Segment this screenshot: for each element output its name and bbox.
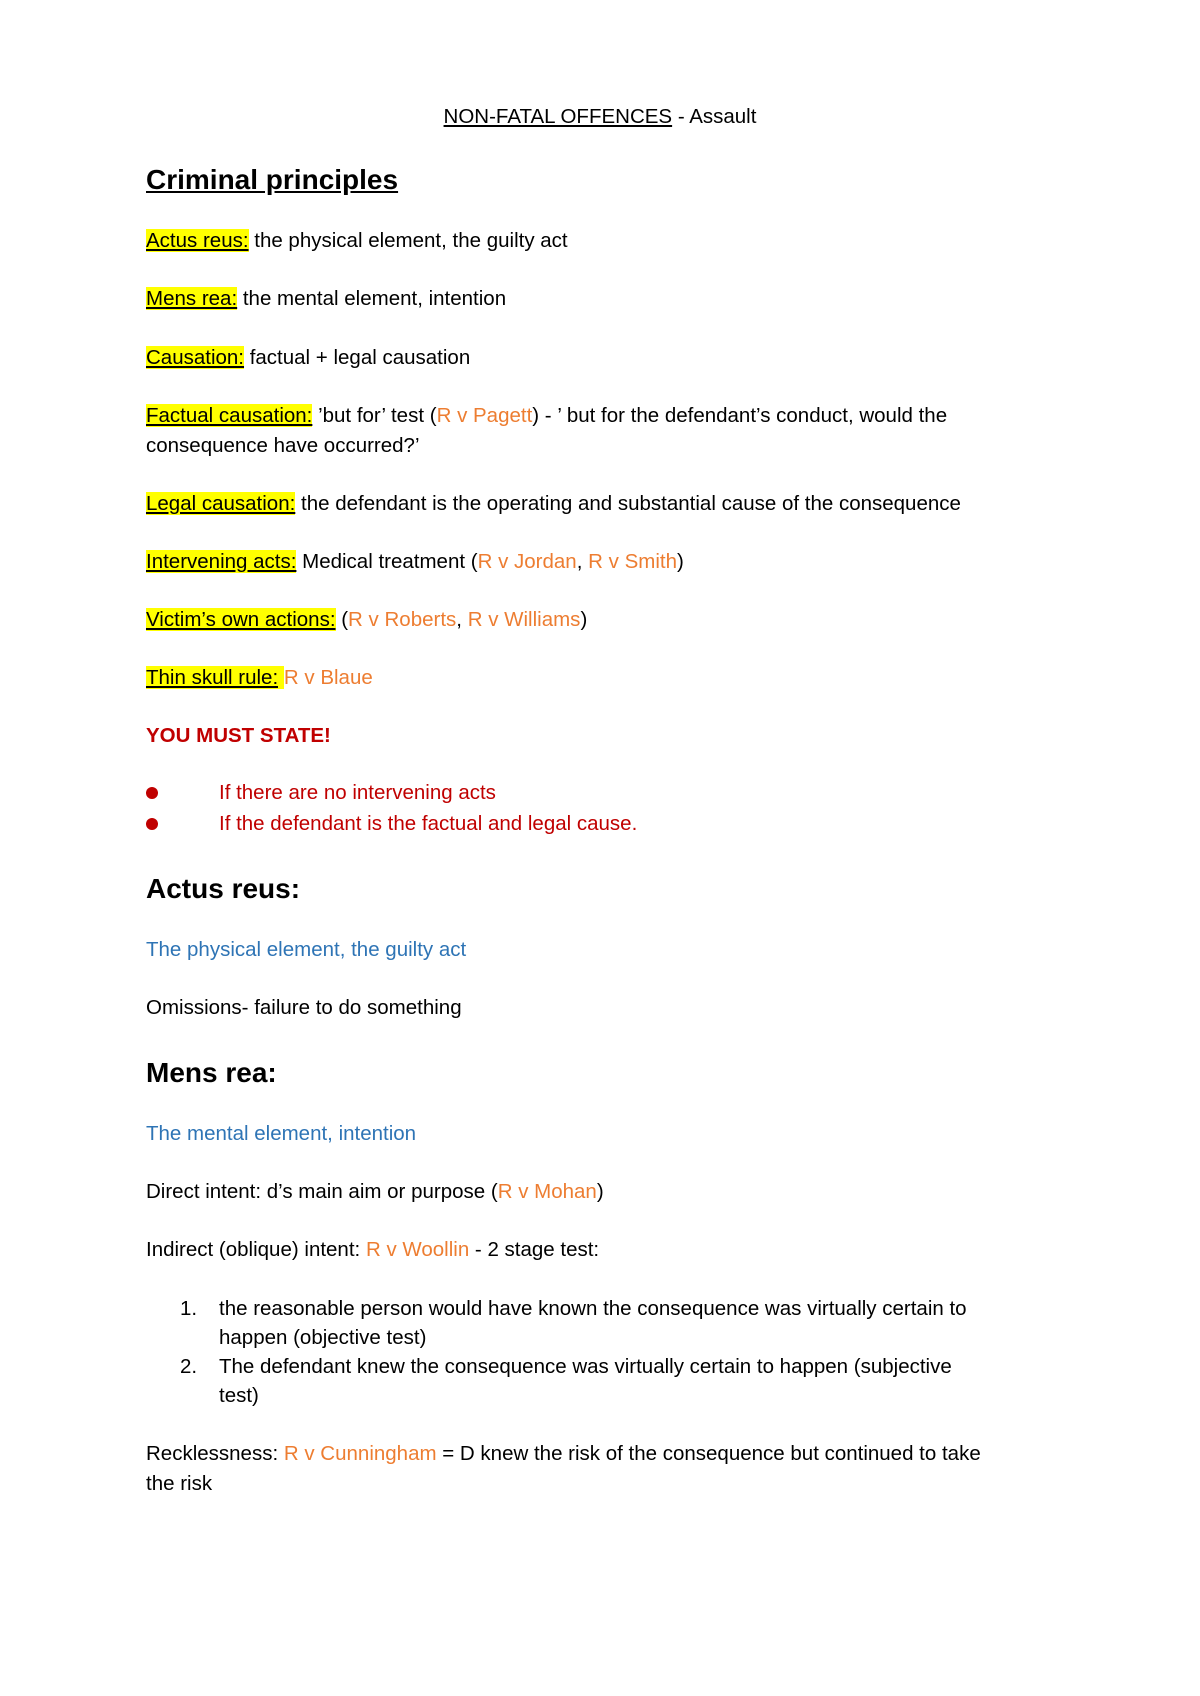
case-name: R v Williams: [467, 608, 581, 631]
term: Thin skull rule:: [146, 666, 279, 689]
list-number: 2.: [180, 1355, 198, 1378]
factual-causation-line2: consequence have occurred?’: [146, 434, 420, 457]
title-main: NON-FATAL OFFENCES: [443, 105, 673, 128]
indirect-intent: Indirect (oblique) intent: R v Woollin - 2 stage test:: [146, 1238, 600, 1261]
criminal-principles-heading: Criminal principles: [146, 164, 399, 195]
intervening-acts-definition: Intervening acts: Medical treatment (R v Jordan, R v Smith): [146, 550, 684, 573]
actus-reus-heading: Actus reus:: [146, 873, 301, 904]
case-name: R v Woollin: [365, 1238, 470, 1261]
list-item: The defendant knew the consequence was virtually certain to happen (subjective: [219, 1355, 952, 1378]
list-item-continued: test): [219, 1384, 259, 1407]
bullet-icon: [146, 787, 158, 799]
recklessness-line2: the risk: [146, 1472, 213, 1495]
term: Victim’s own actions:: [146, 608, 336, 631]
term: Factual causation:: [146, 404, 313, 427]
recklessness: Recklessness: R v Cunningham = D knew the risk of the consequence but continued to take: [146, 1442, 981, 1465]
actus-reus-definition: Actus reus: the physical element, the guilty act: [146, 229, 568, 252]
thin-skull-rule-definition: [146, 664, 373, 692]
term: Intervening acts:: [146, 550, 297, 573]
case-name: R v Blaue: [283, 666, 373, 689]
mens-rea-definition: Mens rea: the mental element, intention: [146, 287, 507, 310]
term: Mens rea:: [146, 287, 238, 310]
factual-causation-definition: Factual causation: ’but for’ test (R v Pagett) - ’ but for the defendant’s conduct, would the: [146, 404, 948, 427]
list-item: the reasonable person would have known the consequence was virtually certain to: [219, 1297, 967, 1320]
list-number: 1.: [180, 1297, 198, 1320]
direct-intent: Direct intent: d’s main aim or purpose (R v Mohan): [146, 1180, 604, 1203]
case-name: R v Roberts: [348, 608, 457, 631]
actus-reus-subtitle: The physical element, the guilty act: [146, 938, 467, 961]
case-name: R v Jordan: [477, 550, 577, 573]
page-title: [0, 103, 1200, 131]
omissions-text: Omissions- failure to do something: [146, 996, 462, 1019]
mens-rea-heading: Mens rea:: [146, 1057, 277, 1088]
case-name: R v Smith: [588, 550, 677, 573]
mens-rea-subtitle: The mental element, intention: [146, 1122, 417, 1145]
list-item-continued: happen (objective test): [219, 1326, 427, 1349]
term: Legal causation:: [146, 492, 296, 515]
case-name: R v Cunningham: [283, 1442, 437, 1465]
title-sub: - Assault: [677, 105, 757, 128]
causation-definition: Causation: factual + legal causation: [146, 346, 471, 369]
term: Actus reus:: [146, 229, 249, 252]
must-state-warning: YOU MUST STATE!: [146, 724, 331, 747]
bullet-icon: [146, 818, 158, 830]
case-name: R v Pagett: [436, 404, 533, 427]
bullet-item: If there are no intervening acts: [219, 781, 496, 804]
term: Causation:: [146, 346, 245, 369]
victims-actions-definition: Victim’s own actions: (R v Roberts, R v Williams): [146, 608, 588, 631]
case-name: R v Mohan: [497, 1180, 597, 1203]
bullet-item: If the defendant is the factual and legal cause.: [219, 812, 638, 835]
legal-causation-definition: Legal causation: the defendant is the operating and substantial cause of the consequence: [146, 492, 961, 515]
